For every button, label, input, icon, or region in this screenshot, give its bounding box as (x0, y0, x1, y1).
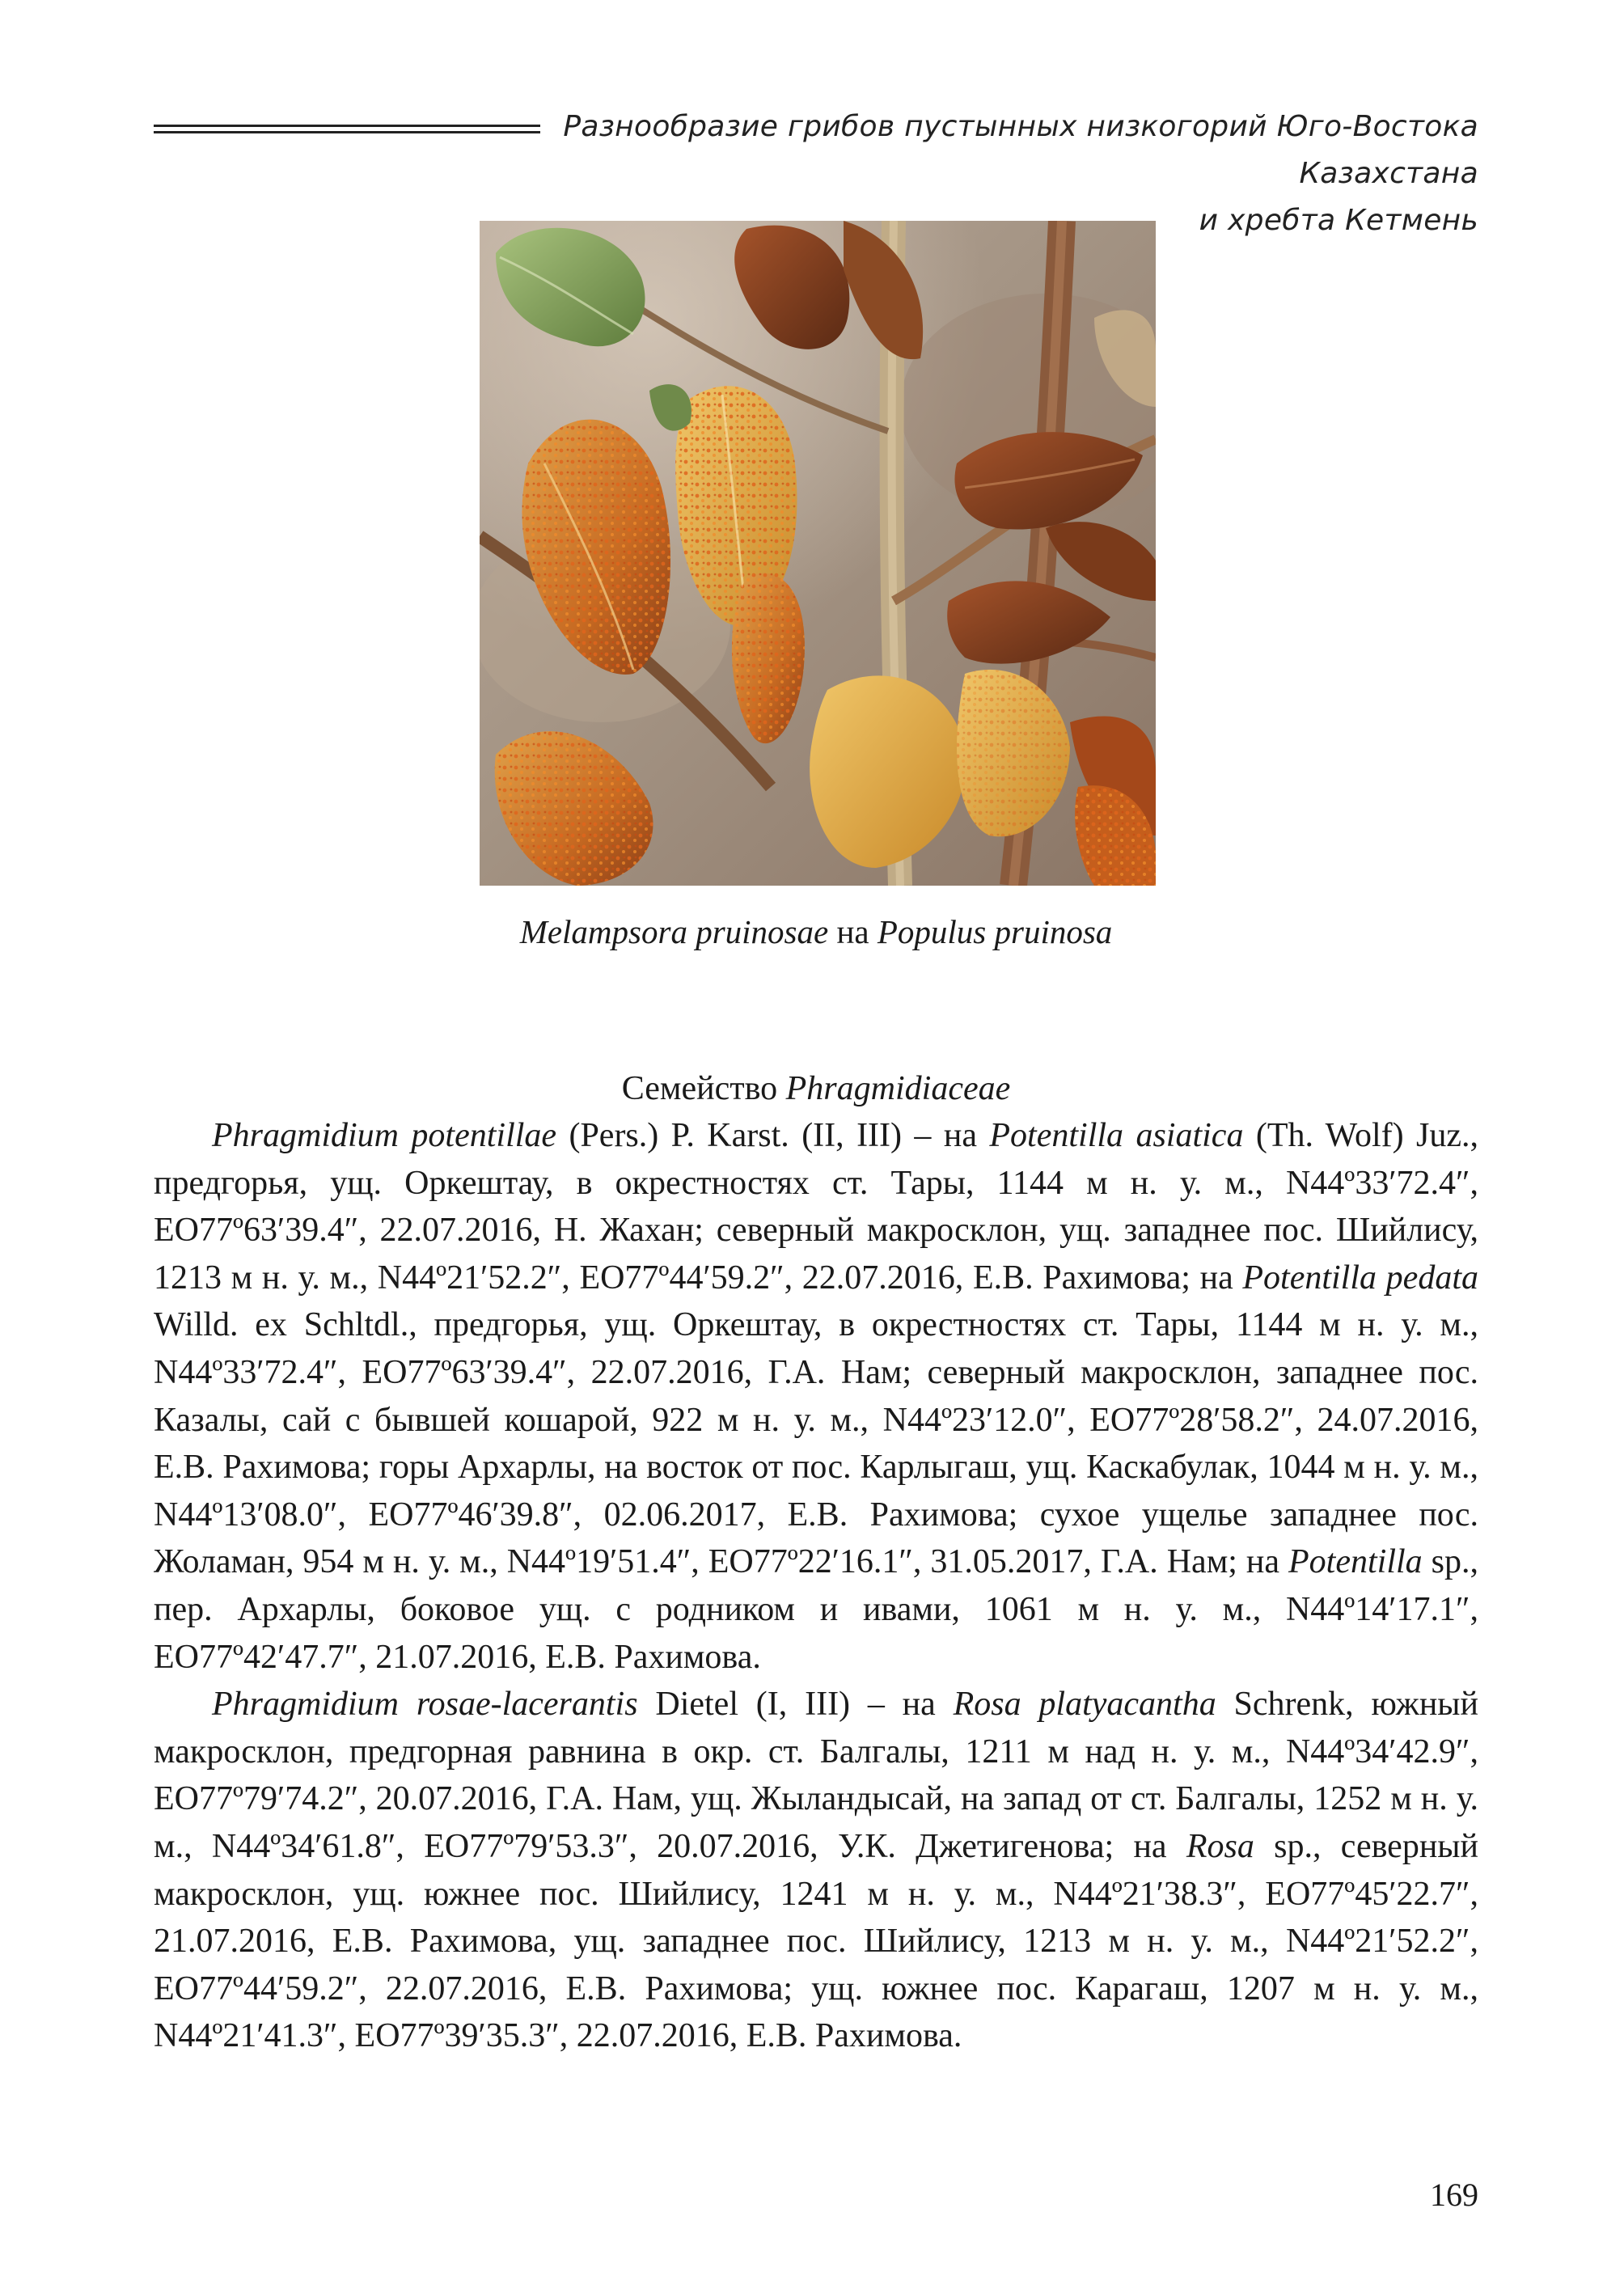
header-rule-top (154, 125, 540, 127)
running-head-line-2: и хребта Кетмень (1199, 204, 1478, 237)
family-label: Семейство (621, 1070, 786, 1107)
page-number: 169 (1430, 2177, 1478, 2213)
entry-text: (Th. Wolf) Juz., предгорья, ущ. Оркештау, в окрестностях ст. Тары, 1144 м н. у. м., N44º33′72.4″, EO77º63′39.4″, 22.07.2016, Н. Жахан; северный макросклон, ущ. западнее пос. Шийлису, 1213 м н. у. м., N44º21′52.2″, EO77º44′59.2″, 22.07.2016, Е.В. Рахимова; на (154, 1117, 1478, 1297)
species-name: Phragmidium rosae-lacerantis (212, 1686, 638, 1724)
entry-text: sp., северный макросклон, ущ. южнее пос. Шийлису, 1241 м н. у. м., N44º21′38.3″, EO77º45′22.7″, 21.07.2016, Е.В. Рахимова, ущ. западнее пос. Шийлису, 1213 м н. у. м., N44º21′52.2″, EO77º44′59.2″, 22.07.2016, Е.В. Рахимова; ущ. южнее пос. Карагаш, 1207 м н. у. м., N44º21′41.3″, EO77º39′35.3″, 22.07.2016, Е.В. Рахимова. (154, 1827, 1478, 2055)
host-name: Potentilla pedata (1242, 1259, 1478, 1297)
caption-connector: на (828, 913, 878, 950)
species-entry-phragmidium-rosae-lacerantis (154, 1681, 1478, 2060)
figure-photo-rust-on-poplar (480, 221, 1156, 886)
body-text (154, 1112, 1478, 2060)
entry-text: (Pers.) P. Karst. (II, III) – на (556, 1117, 990, 1154)
caption-host: Populus pruinosa (877, 913, 1113, 950)
header-rule-bottom (154, 131, 540, 133)
host-name: Potentilla asiatica (989, 1117, 1244, 1154)
species-name: Phragmidium potentillae (212, 1117, 557, 1154)
family-name: Phragmidiaceae (785, 1070, 1011, 1107)
entry-text: Dietel (I, III) – на (637, 1686, 954, 1724)
family-heading (154, 1066, 1478, 1111)
caption-species: Melampsora pruinosae (519, 913, 829, 950)
host-name: Rosa (1186, 1827, 1254, 1865)
host-name: Rosa platyacantha (953, 1686, 1216, 1724)
species-entry-phragmidium-potentillae (154, 1112, 1478, 1681)
host-name: Potentilla (1288, 1543, 1423, 1581)
entry-text: sp., пер. Архарлы, боковое ущ. с родником и ивами, 1061 м н. у. м., N44º14′17.1″, EO77º42′47.7″, 21.07.2016, Е.В. Рахимова. (154, 1543, 1478, 1676)
running-head-line-1: Разнообразие грибов пустынных низкогорий Юго-Востока Казахстана (563, 110, 1478, 190)
entry-text: Schrenk, южный макросклон, предгорная равнина в окр. ст. Балгалы, 1211 м над н. у. м., N44º34′42.9″, EO77º79′74.2″, 20.07.2016, Г.А. Нам, ущ. Жыландысай, на запад от ст. Балгалы, 1252 м н. у. м., N44º34′61.8″, EO77º79′53.3″, 20.07.2016, У.К. Джетигенова; на (154, 1686, 1478, 1865)
figure-caption (154, 909, 1478, 954)
photo-illustration (480, 221, 1156, 886)
entry-text: Willd. ex Schltdl., предгорья, ущ. Оркештау, в окрестностях ст. Тары, 1144 м н. у. м., N44º33′72.4″, EO77º63′39.4″, 22.07.2016, Г.А. Нам; северный макросклон, западнее пос. Казалы, сай с бывшей кошарой, 922 м н. у. м., N44º23′12.0″, EO77º28′58.2″, 24.07.2016, Е.В. Рахимова; горы Архарлы, на восток от пос. Карлыгаш, ущ. Каскабулак, 1044 м н. у. м., N44º13′08.0″, EO77º46′39.8″, 02.06.2017, Е.В. Рахимова; сухое ущелье западнее пос. Жоламан, 954 м н. у. м., N44º19′51.4″, EO77º22′16.1″, 31.05.2017, Г.А. Нам; на (154, 1306, 1478, 1581)
